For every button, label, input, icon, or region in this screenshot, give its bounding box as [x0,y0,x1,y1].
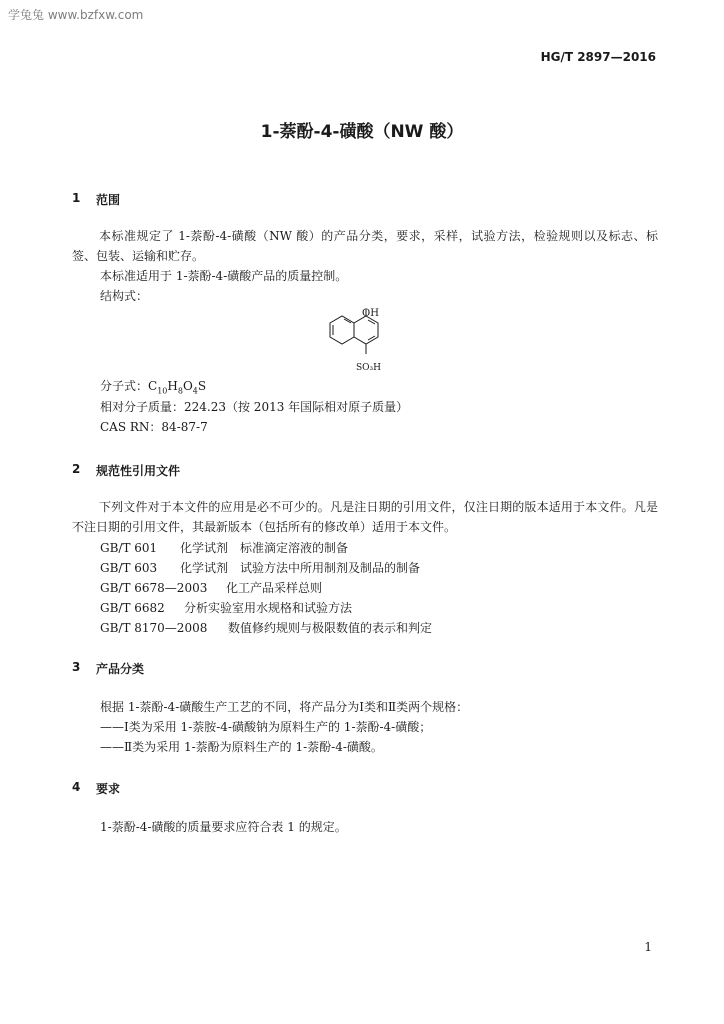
document-title: 1-萘酚-4-磺酸（NW 酸） [260,122,464,142]
oh-label: OH [362,308,379,319]
reference-item [100,579,322,596]
reference-code: GB/T 603 [100,561,158,575]
molecular-mass: 相对分子质量：224.23（按 2013 年国际相对原子质量） [100,400,409,414]
classification-item-1: ——Ⅰ类为采用 1-萘胺-4-磺酸钠为原料生产的 1-萘酚-4-磺酸； [100,720,432,734]
cas-number: CAS RN：84-87-7 [100,420,208,434]
naphthol-sulfonic-acid-structure [320,304,400,376]
section-1-title: 范围 [96,193,121,207]
section-1-paragraph-2: 本标准适用于 1-萘酚-4-磺酸产品的质量控制。 [100,269,348,283]
formula-c: C [148,379,158,393]
reference-title: 分析实验室用水规格和试验方法 [184,601,353,615]
reference-code: GB/T 6682 [100,601,165,615]
section-3-paragraph: 根据 1-萘酚-4-磺酸生产工艺的不同，将产品分为Ⅰ类和Ⅱ类两个规格： [100,700,469,714]
formula-c-count: 10 [157,386,168,396]
page-number: 1 [644,940,652,954]
classification-item-2: ——Ⅱ类为采用 1-萘酚为原料生产的 1-萘酚-4-磺酸。 [100,740,383,754]
reference-code: GB/T 601 [100,541,158,555]
reference-title: 数值修约规则与极限数值的表示和判定 [228,621,433,635]
molecular-formula [100,377,206,395]
formula-o-count: 4 [192,386,198,396]
structure-label: 结构式： [100,289,149,303]
reference-item [100,559,420,576]
reference-title: 化学试剂 试验方法中所用制剂及制品的制备 [180,561,421,575]
reference-item [100,539,348,556]
standard-number: HG/T 2897—2016 [540,50,656,64]
reference-title: 化学试剂 标准滴定溶液的制备 [180,541,349,555]
so3h-label: SO₃H [356,363,382,373]
formula-label: 分子式： [100,379,149,393]
formula-o: O [182,379,193,393]
section-4-number: 4 [72,780,81,794]
section-4-title: 要求 [96,782,121,796]
formula-s: S [197,379,207,393]
section-4-paragraph: 1-萘酚-4-磺酸的质量要求应符合表 1 的规定。 [100,820,347,834]
section-3-title: 产品分类 [96,662,145,676]
formula-h: H [167,379,178,393]
section-2-number: 2 [72,462,81,476]
reference-item [100,619,432,636]
reference-title: 化工产品采样总则 [226,581,323,595]
reference-code: GB/T 6678—2003 [100,581,208,595]
section-2-paragraph: 下列文件对于本文件的应用是必不可少的。凡是注日期的引用文件，仅注日期的版本适用于本文件。凡是不注日期的引用文件，其最新版本（包括所有的修改单）适用于本文件。 [72,500,658,534]
section-2-title: 规范性引用文件 [96,464,181,478]
section-1-paragraph-1: 本标准规定了 1-萘酚-4-磺酸（NW 酸）的产品分类，要求，采样，试验方法，检验规则以及标志、标签、包装、运输和贮存。 [72,229,658,263]
reference-code: GB/T 8170—2008 [100,621,208,635]
reference-item [100,599,352,616]
section-3-number: 3 [72,660,81,674]
watermark: 学兔兔 www.bzfxw.com [8,8,144,22]
section-1-number: 1 [72,191,81,205]
formula-h-count: 8 [177,386,183,396]
